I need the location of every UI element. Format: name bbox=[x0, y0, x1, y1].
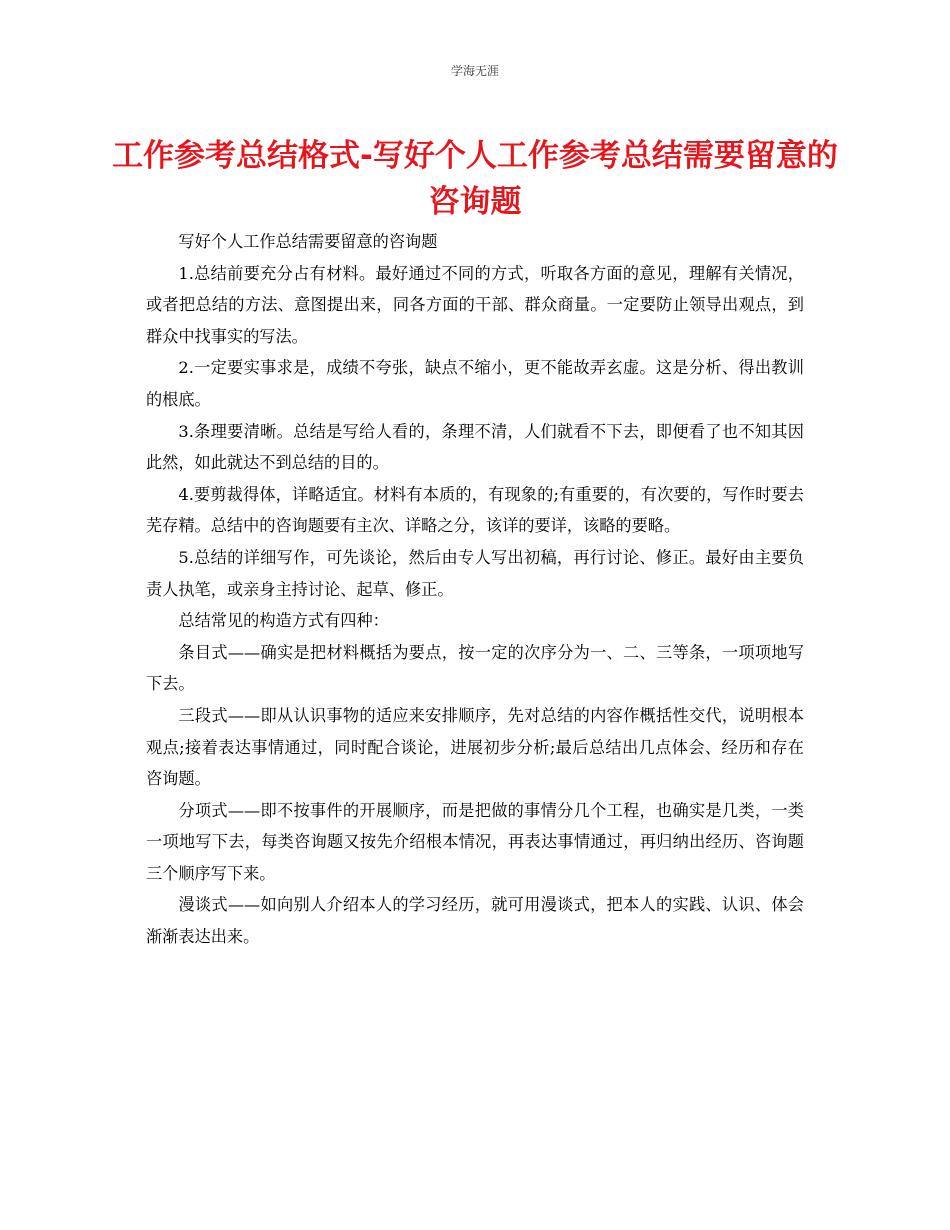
paragraph-item-4: 4.要剪裁得体，详略适宜。材料有本质的，有现象的;有重要的，有次要的，写作时要去芜存精。总结中的咨询题要有主次、详略之分，该详的要详，该略的要略。 bbox=[146, 484, 804, 536]
paragraph-item-1: 1.总结前要充分占有材料。最好通过不同的方式，听取各方面的意见，理解有关情况，或者把总结的方法、意图提出来，同各方面的干部、群众商量。一定要防止领导出观点，到群众中找事实的写法。 bbox=[146, 263, 804, 346]
paragraph-structure-intro: 总结常见的构造方式有四种： bbox=[178, 611, 389, 631]
page-header: 学海无涯 bbox=[450, 64, 499, 78]
paragraph-item-5: 5.总结的详细写作，可先谈论，然后由专人写出初稿，再行讨论、修正。最好由主要负责人执笔，或亲身主持讨论、起草、修正。 bbox=[146, 547, 804, 599]
document-body bbox=[146, 226, 804, 953]
document-title: 工作参考总结格式-写好个人工作参考总结需要留意的咨询题 bbox=[112, 138, 838, 220]
paragraph-three-part-style: 三段式——即从认识事物的适应来安排顺序，先对总结的内容作概括性交代，说明根本观点;接着表达事情通过，同时配合谈论，进展初步分析;最后总结出几点体会、经历和存在咨询题。 bbox=[146, 705, 804, 789]
paragraph-subtitle: 写好个人工作总结需要留意的咨询题 bbox=[178, 232, 438, 251]
paragraph-item-2: 2.一定要实事求是，成绩不夸张，缺点不缩小，更不能故弄玄虚。这是分析、得出教训的根底。 bbox=[146, 358, 804, 409]
paragraph-sectioned-style: 分项式——即不按事件的开展顺序，而是把做的事情分几个工程，也确实是几类，一类一项地写下去，每类咨询题又按先介绍根本情况，再表达事情通过，再归纳出经历、咨询题三个顺序写下来。 bbox=[146, 800, 804, 883]
paragraph-itemized-style: 条目式——确实是把材料概括为要点，按一定的次序分为一、二、三等条，一项项地写下去。 bbox=[146, 642, 804, 694]
paragraph-informal-style: 漫谈式——如向别人介绍本人的学习经历，就可用漫谈式，把本人的实践、认识、体会渐渐表达出来。 bbox=[146, 895, 804, 947]
paragraph-item-3: 3.条理要清晰。总结是写给人看的，条理不清，人们就看不下去，即便看了也不知其因此然，如此就达不到总结的目的。 bbox=[146, 421, 804, 473]
